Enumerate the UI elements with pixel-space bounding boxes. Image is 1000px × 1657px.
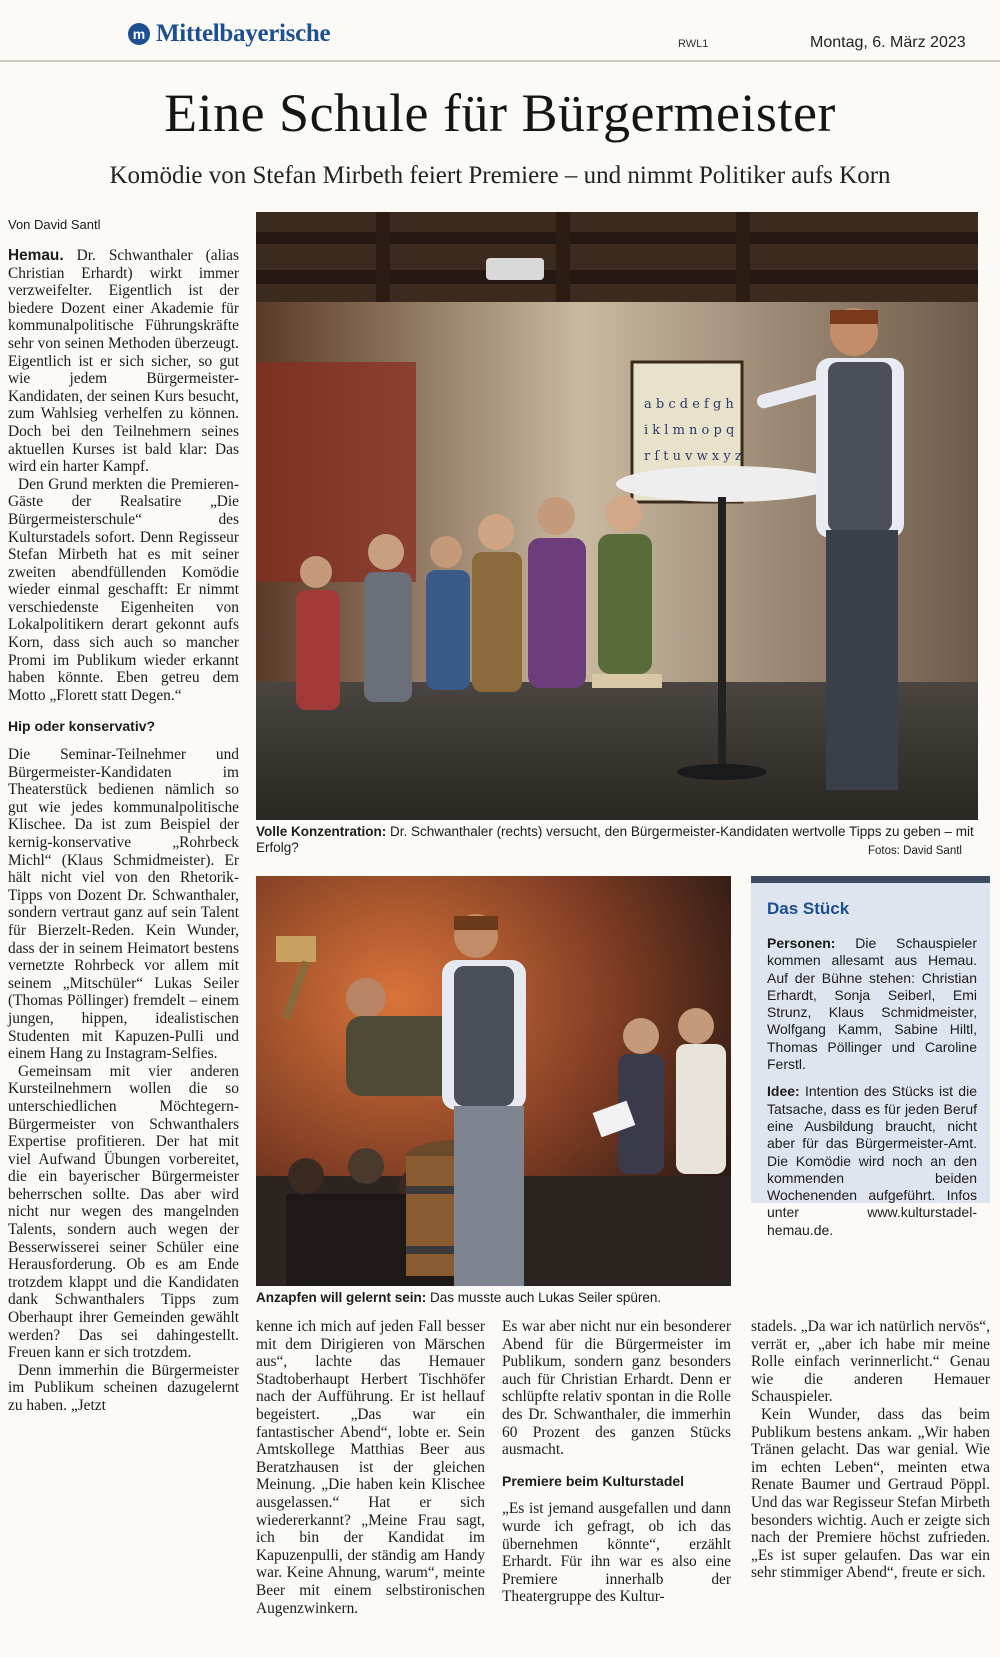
board-line-3: r ſ t u v w x y z	[644, 449, 742, 464]
article-column-1	[8, 247, 239, 1415]
info-box-value: Intention des Stücks ist die Tatsache, dass es für jeden Beruf eine Ausbildung braucht, nicht aber für das Bürgermeister-Amt. Die Komödie wird noch an den kommenden beiden Wochenenden aufgeführt. Infos unter www.kulturstadel-hemau.de.	[767, 1083, 977, 1238]
info-box-label: Personen:	[767, 935, 836, 951]
caption-text: Dr. Schwanthaler (rechts) versucht, den Bürgermeister-Kandidaten wertvolle Tipps zu geben – mit Erfolg?	[256, 824, 974, 855]
newspaper-logo-icon: m	[128, 23, 150, 45]
article-column-3	[502, 1318, 731, 1606]
board-line-1: a b c d e f g h	[644, 397, 734, 412]
info-box-label: Idee:	[767, 1083, 800, 1100]
info-box	[751, 876, 990, 1238]
caption-text: Das musste auch Lukas Seiler spüren.	[430, 1290, 662, 1305]
article-column-2	[256, 1318, 485, 1617]
paragraph: Gemeinsam mit vier anderen Kursteilnehmern wollen die so unterschiedlichen Möchtegern-Bürgermeister von Schwanthalers Expertise profitieren. Der hat mit viel Aufwand Übungen vorbereitet, die ein bayerischer Bürgermeister beherrschen sollte. Das aber wird nicht nur wegen des mangelnden Talents, sondern auch wegen der Besserwisserei seiner Schüler eine Herausforderung. Ob es am Ende trotzdem klappt und die Kandidaten dank Schwanthalers Tipps zum Oberhaupt ihrer Gemeinden gewählt werden? Das sei dahingestellt. Freuen kann er sich trotzdem.	[8, 1062, 239, 1362]
info-box-title: Das Stück	[767, 899, 850, 918]
newspaper-name: Mittelbayerische	[156, 20, 331, 47]
board-line-2: i k l m n o p q	[644, 423, 735, 438]
dateline-place: Hemau.	[8, 247, 64, 264]
photo-2-caption	[256, 1290, 736, 1306]
paragraph: Den Grund merkten die Premieren-Gäste der Realsatire „Die Bürgermeisterschule“ des Kulturstadels sofort. Denn Regisseur Stefan Mirbeth hat es mit seiner zweiten abendfüllenden Komödie wieder einmal geschafft: Er nimmt verschiedenste Eigenheiten von Lokalpolitikern derart gekonnt aufs Korn, dass sich auch so mancher Promi im Publikum wieder erkannt haben könnte. Eben getreu dem Motto „Florett statt Degen.“	[8, 475, 239, 704]
paragraph: Es war aber nicht nur ein besonderer Abend für die Bürgermeister im Publikum, sondern ganz besonders auch für Christian Erhardt. Denn er schlüpfte relativ spontan in die Rolle des Dr. Schwanthaler, die immerhin 60 Prozent des ganzen Stücks ausmacht.	[502, 1318, 731, 1459]
article-subheadline: Komödie von Stefan Mirbeth feiert Premiere – und nimmt Politiker aufs Korn	[109, 162, 891, 189]
caption-lead: Anzapfen will gelernt sein:	[256, 1290, 427, 1305]
paragraph: Denn immerhin die Bürgermeister im Publikum scheinen dazugelernt zu haben. „Jetzt	[8, 1361, 239, 1414]
issue-date: Montag, 6. März 2023	[810, 34, 966, 51]
paragraph: Kein Wunder, dass das beim Publikum bestens ankam. „Wir haben Tränen gelacht. Das war genial. Wie im echten Leben“, meinten etwa Renate Baumer und Gertraud Pöppl. Und das war Regisseur Stefan Mirbeth besonders wichtig. Auch er zeigte sich nach der Premiere höchst zufrieden. „Es ist super gelaufen. Das war ein sehr stimmiger Abend“, freute er sich.	[751, 1405, 990, 1582]
section-subhead: Hip oder konservativ?	[8, 718, 156, 735]
masthead	[0, 0, 1000, 60]
caption-lead: Volle Konzentration:	[256, 824, 387, 839]
paragraph	[8, 247, 239, 476]
stage-photo-2	[256, 876, 731, 1286]
stage-photo-1	[256, 212, 978, 820]
paragraph: Die Seminar-Teilnehmer und Bürgermeister-Kandidaten im Theaterstück bedienen nämlich so gut wie jedes kommunalpolitische Klischee. Da ist zum Beispiel der kernig-konservative „Rohrbeck Michl“ (Klaus Schmidmeister). Er hält nicht viel von den Rhetorik-Tipps von Dozent Dr. Schwanthaler, sondern vertraut ganz auf sein Talent für Bierzelt-Reden. Kein Wunder, dass der in seinem Heimatort bestens vernetzte Rohrbeck vor allem mit seinem „Mitschüler“ Lukas Seiler (Thomas Pöllinger) fremdelt – einem jungen, hippen, idealistischen Studenten mit Kapuzen-Pulli und einem Hang zu Instagram-Selfies.	[8, 746, 239, 1063]
byline: Von David Santl	[8, 217, 101, 232]
info-box-value: Die Schauspieler kommen allesamt aus Hemau. Auf der Bühne stehen: Christian Erhardt, Sonja Seiberl, Emi Strunz, Klaus Schmidmeister, Wolfgang Kamm, Sabine Hiltl, Thomas Pöllinger und Caroline Ferstl.	[767, 935, 977, 1073]
article-headline: Eine Schule für Bürgermeister	[164, 83, 836, 143]
paragraph: „Es ist jemand ausgefallen und dann wurde ich gefragt, ob ich das übernehmen könnte“, erzählt Erhardt. Für ihn war es also eine Premiere innerhalb der Theatergruppe des Kultur-	[502, 1500, 731, 1606]
info-box-text	[767, 935, 977, 1249]
paragraph-text: Dr. Schwanthaler (alias Christian Erhardt) wirkt immer verzweifelter. Eigentlich ist der biedere Dozent einer Akademie für kommunalpolitische Führungskräfte sehr von seinen Methoden überzeugt. Eigentlich ist er sich sicher, so gut wie jedem Bürgermeister-Kandidaten, der seinen Kurs besucht, zum Wahlsieg verhelfen zu können. Doch bei den Teilnehmern seines aktuellen Kurses ist bald klar: Das wird ein harter Kampf.	[8, 247, 239, 476]
masthead-rule	[0, 60, 1000, 62]
info-box-idea	[767, 1083, 977, 1239]
paragraph: stadels. „Da war ich natürlich nervös“, verrät er, „aber ich habe mir meine Rolle einfach verinnerlicht.“ Genau wie die anderen Hemauer Schauspieler.	[751, 1318, 990, 1406]
paragraph: kenne ich mich auf jeden Fall besser mit dem Dirigieren von Märschen aus“, lachte das Hemauer Stadtoberhaupt Herbert Tischhöfer nach der Aufführung. Er ist hellauf begeistert. „Das war ein fantastischer Abend“, lobte er. Sein Amtskollege Matthias Beer aus Beratzhausen ist der gleichen Meinung. „Die haben kein Klischee ausgelassen.“ Hat er sich wiedererkannt? „Meine Frau sagt, ich bin der Kandidat im Kapuzenpulli, der ständig am Handy war. Keine Ahnung, warum“, meinte Beer mit einem selbstironischen Augenzwinkern.	[256, 1318, 485, 1617]
photo-credit: Fotos: David Santl	[868, 845, 962, 857]
stage-photo-2-image	[256, 876, 731, 1286]
stage-photo-1-image	[256, 212, 978, 820]
section-subhead: Premiere beim Kulturstadel	[502, 1472, 685, 1489]
article-column-4	[751, 1318, 990, 1582]
edition-code: RWL1	[678, 38, 709, 50]
info-box-people	[767, 935, 977, 1073]
